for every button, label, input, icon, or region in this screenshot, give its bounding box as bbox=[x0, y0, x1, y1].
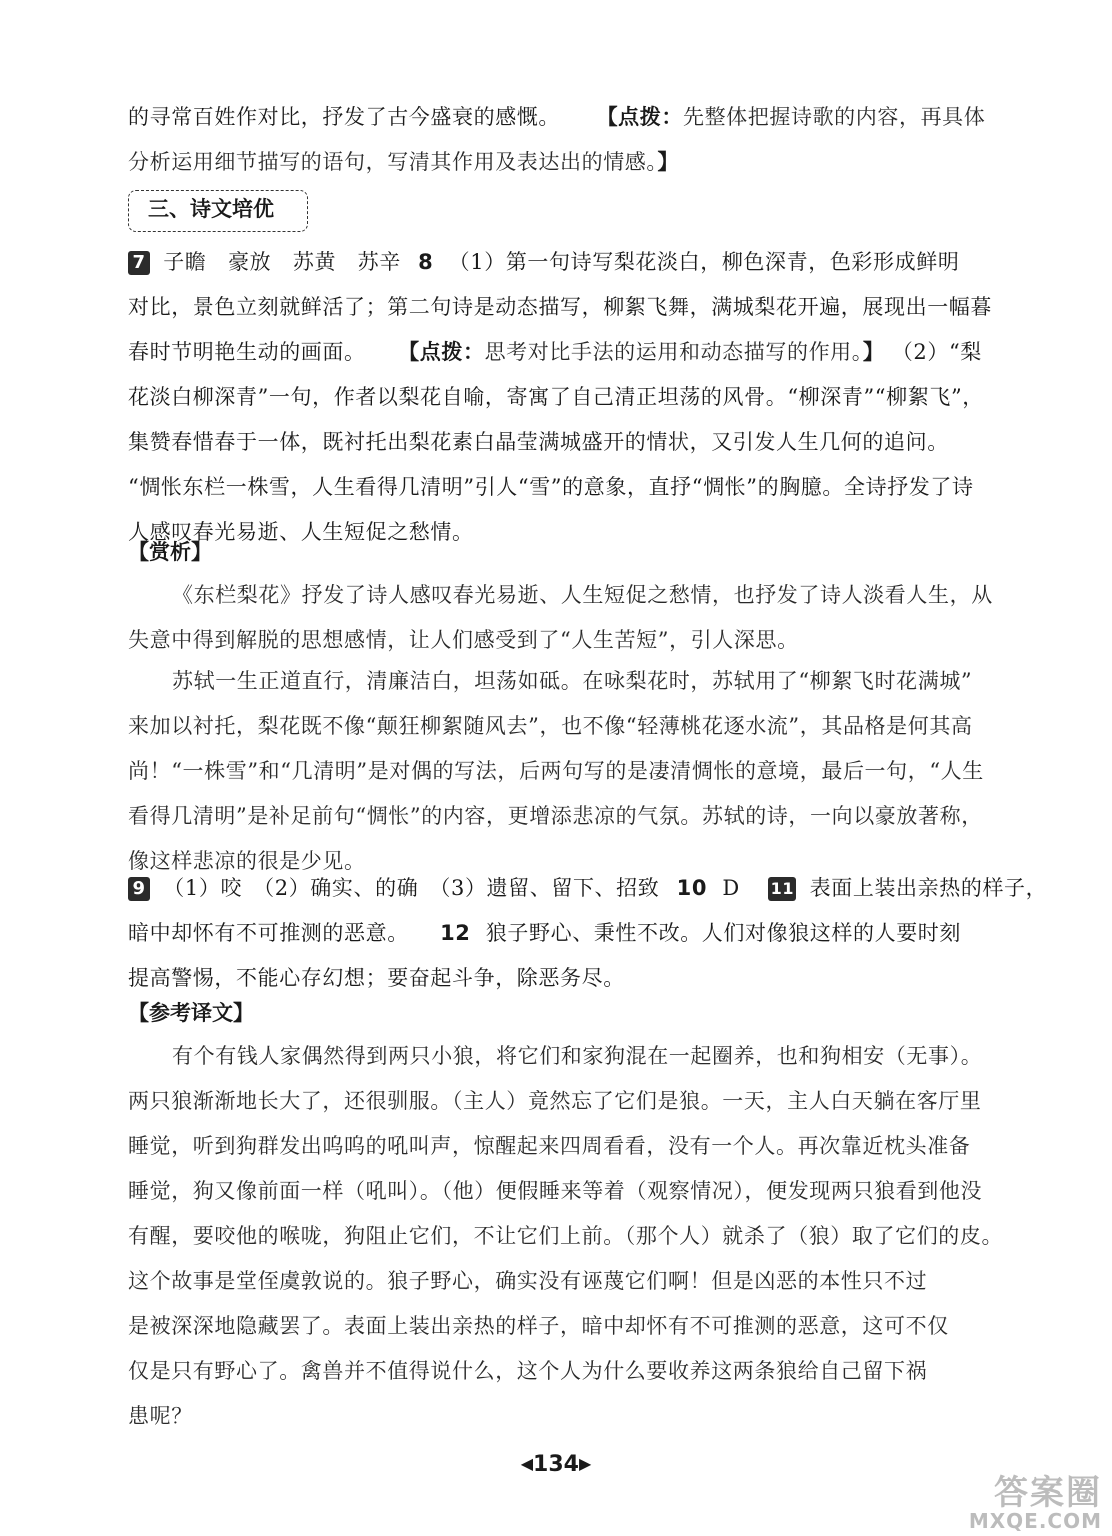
answer-block-7-8 bbox=[128, 240, 994, 555]
text-segment: （2）“梨 bbox=[891, 340, 982, 364]
text-line: 两只狼渐渐地长大了，还很驯服。（主人）竟然忘了它们是狼。一天，主人白天躺在客厅里 bbox=[128, 1089, 982, 1113]
text-line: 睡觉，听到狗群发出呜呜的吼叫声，惊醒起来四周看看，没有一个人。再次靠近枕头准备 bbox=[128, 1134, 971, 1158]
appreciation-paragraph-2 bbox=[128, 659, 994, 884]
text-line: 有醒，要咬他的喉咙，狗阻止它们，不让它们上前。（那个人）就杀了（狼）取了它们的皮。 bbox=[128, 1224, 1004, 1248]
section-title: 三、诗文培优 bbox=[148, 197, 274, 221]
text-line: 有个有钱人家偶然得到两只小狼，将它们和家狗混在一起圈养，也和狗相安（无事）。 bbox=[172, 1044, 983, 1068]
text-line: 尚！“一株雪”和“几清明”是对偶的写法，后两句写的是凄清惆怅的意境，最后一句，“人生 bbox=[128, 759, 984, 783]
question-number: 12 bbox=[440, 921, 471, 945]
question-number: 8 bbox=[418, 250, 434, 274]
text-line: 《东栏梨花》抒发了诗人感叹春光易逝、人生短促之愁情，也抒发了诗人淡看人生，从 bbox=[172, 583, 993, 607]
text-line: 失意中得到解脱的思想感情，让人们感受到了“人生苦短”，引人深思。 bbox=[128, 628, 799, 652]
page-number bbox=[0, 1452, 1112, 1477]
translation-paragraph bbox=[128, 1034, 1004, 1439]
question-number-badge: 9 bbox=[128, 877, 150, 901]
hint-end: 】 bbox=[862, 340, 885, 364]
text-segment: （1）第一句诗写梨花淡白，柳色深青，色彩形成鲜明 bbox=[448, 250, 960, 274]
text-segment: 子瞻 豪放 苏黄 苏辛 bbox=[163, 250, 401, 274]
hint-end: 】 bbox=[657, 150, 680, 174]
appreciation-paragraph-1 bbox=[128, 573, 994, 663]
text-segment: 表面上装出亲热的样子， bbox=[809, 876, 1048, 900]
text-line bbox=[128, 95, 994, 140]
text-line: 人感叹春光易逝、人生短促之愁情。 bbox=[128, 520, 474, 544]
text-line: 患呢？ bbox=[128, 1404, 193, 1428]
hint-text: 分析运用细节描写的语句，写清其作用及表达出的情感。 bbox=[128, 150, 658, 174]
answer-choice: D bbox=[722, 876, 740, 900]
watermark-text: 答案圈 bbox=[994, 1473, 1102, 1513]
watermark-url: MXQE.COM bbox=[968, 1509, 1102, 1533]
text-line bbox=[128, 866, 1048, 911]
intro-paragraph bbox=[128, 95, 994, 185]
appreciation-heading: 【赏析】 bbox=[128, 540, 212, 564]
text-segment: 的寻常百姓作对比，抒发了古今盛衰的感慨。 bbox=[128, 105, 560, 129]
hint-text: 先整体把握诗歌的内容，再具体 bbox=[682, 105, 986, 129]
question-number: 10 bbox=[676, 876, 708, 900]
text-segment: （1）咬 （2）确实、的确 （3）遗留、留下、招致 bbox=[163, 876, 660, 900]
text-line bbox=[128, 330, 994, 375]
page-number-value: 134 bbox=[533, 1452, 579, 1477]
question-number-badge: 11 bbox=[768, 877, 796, 901]
text-line: 睡觉，狗又像前面一样（吼叫）。（他）便假睡来等着（观察情况），便发现两只狼看到他没 bbox=[128, 1179, 983, 1203]
text-line: “惆怅东栏一株雪，人生看得几清明”引人“雪”的意象，直抒“惆怅”的胸臆。全诗抒发了诗 bbox=[128, 475, 974, 499]
text-segment: 狼子野心、秉性不改。人们对像狼这样的人要时刻 bbox=[485, 921, 962, 945]
text-line: 是被深深地隐藏罢了。表面上装出亲热的样子，暗中却怀有不可推测的恶意，这可不仅 bbox=[128, 1314, 949, 1338]
text-line: 来加以衬托，梨花既不像“颠狂柳絮随风去”，也不像“轻薄桃花逐水流”，其品格是何其高 bbox=[128, 714, 973, 738]
text-line: 苏轼一生正道直行，清廉洁白，坦荡如砥。在咏梨花时，苏轼用了“柳絮飞时花满城” bbox=[172, 669, 973, 693]
text-line: 这个故事是堂侄虞敦说的。狼子野心，确实没有诬蔑它们啊！但是凶恶的本性只不过 bbox=[128, 1269, 928, 1293]
text-line: 提高警惕，不能心存幻想；要奋起斗争，除恶务尽。 bbox=[128, 966, 625, 990]
right-triangle-icon: ▶ bbox=[578, 1454, 592, 1473]
watermark-logo bbox=[932, 1473, 1102, 1533]
text-line bbox=[128, 911, 994, 956]
text-segment: 春时节明艳生动的画面。 bbox=[128, 340, 366, 364]
text-line: 看得几清明”是补足前句“惆怅”的内容，更增添悲凉的气氛。苏轼的诗，一向以豪放著称， bbox=[128, 804, 983, 828]
text-line: 花淡白柳深青”一句，作者以梨花自喻，寄寓了自己清正坦荡的风骨。“柳深青”“柳絮飞”， bbox=[128, 385, 984, 409]
text-segment: 暗中却怀有不可推测的恶意。 bbox=[128, 921, 409, 945]
text-line: 对比，景色立刻就鲜活了；第二句诗是动态描写，柳絮飞舞，满城梨花开遍，展现出一幅暮 bbox=[128, 295, 992, 319]
hint-label: 【点拨： bbox=[398, 340, 485, 364]
question-number-badge: 7 bbox=[128, 251, 150, 275]
translation-heading: 【参考译文】 bbox=[128, 1001, 254, 1025]
text-line: 仅是只有野心了。禽兽并不值得说什么，这个人为什么要收养这两条狼给自己留下祸 bbox=[128, 1359, 928, 1383]
hint-text: 思考对比手法的运用和动态描写的作用。 bbox=[484, 340, 863, 364]
hint-label: 【点拨： bbox=[596, 105, 683, 129]
text-line bbox=[128, 240, 994, 285]
text-line bbox=[128, 140, 994, 185]
text-line: 像这样悲凉的很是少见。 bbox=[128, 849, 366, 873]
text-line: 集赞春惜春于一体，既衬托出梨花素白晶莹满城盛开的情状，又引发人生几何的追问。 bbox=[128, 430, 949, 454]
left-triangle-icon: ◀ bbox=[520, 1454, 534, 1473]
answer-block-9-12 bbox=[128, 866, 1048, 1001]
